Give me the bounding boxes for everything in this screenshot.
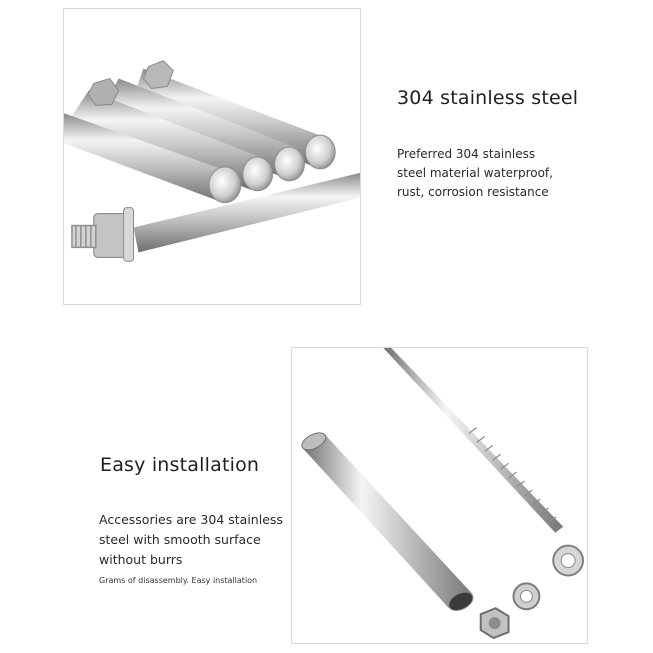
- feature-1-heading: 304 stainless steel: [397, 87, 579, 109]
- feature-2-heading: Easy installation: [100, 454, 260, 476]
- description-line: without burrs: [99, 552, 183, 567]
- feature-1-description: [397, 145, 587, 202]
- disassembled-parts-photo: [291, 347, 588, 644]
- washer: [553, 546, 583, 576]
- expansion-sleeve: [299, 429, 476, 614]
- disassembled-parts-illustration: [292, 348, 587, 643]
- bolts-bundle-photo: [63, 8, 361, 305]
- washer: [124, 208, 134, 262]
- bolt-end-cap: [243, 157, 273, 191]
- description-line: rust, corrosion resistance: [397, 185, 549, 199]
- description-line: steel material waterproof,: [397, 166, 553, 180]
- washer: [513, 583, 539, 609]
- description-line: Accessories are 304 stainless: [99, 512, 283, 527]
- feature-2-note: Grams of disassembly. Easy installation: [99, 576, 258, 585]
- description-line: steel with smooth surface: [99, 532, 261, 547]
- hex-nut: [481, 608, 509, 638]
- feature-2-description: [99, 510, 284, 570]
- description-line: Preferred 304 stainless: [397, 147, 536, 161]
- thread-tip: [72, 226, 96, 248]
- threaded-rod: [383, 348, 563, 533]
- bolt-end-cap: [209, 167, 241, 203]
- bolt-end-cap: [305, 135, 335, 169]
- bolt-end-cap: [275, 147, 305, 181]
- bolts-bundle-illustration: [64, 9, 360, 304]
